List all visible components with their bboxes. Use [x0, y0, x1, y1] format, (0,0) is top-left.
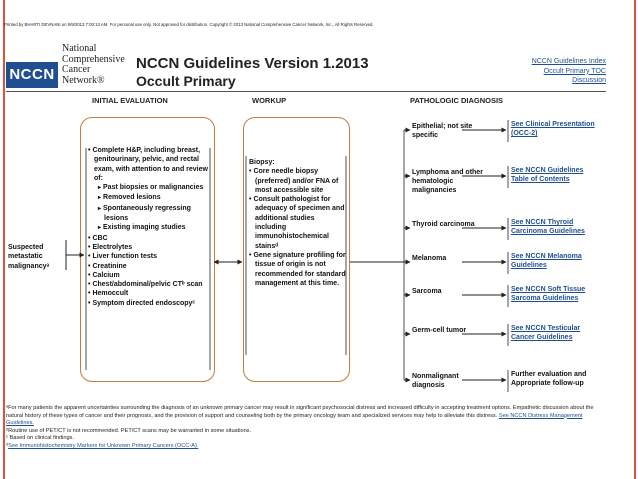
diagnosis-guideline-link[interactable]: See NCCN Melanoma Guidelines — [511, 253, 582, 269]
footnotes — [6, 405, 606, 451]
workup-heading-label: Biopsy: — [249, 159, 275, 166]
footnote-b: ᵇRoutine use of PET/CT is not recommended. PET/CT scans may be warranted in some situations. — [6, 427, 252, 434]
initial-evaluation-item: • Symptom directed endoscopyᶜ — [88, 299, 210, 308]
initial-evaluation-item: • Chest/abdominal/pelvic CTᵇ scan — [88, 280, 210, 289]
workup-item: • Consult pathologist for adequacy of specimen and additional studies including immunohistochemical stainsᵈ — [249, 195, 347, 251]
org-name-line: Comprehensive — [62, 53, 125, 65]
initial-evaluation-item: • Calcium — [88, 271, 210, 280]
org-name-line: Network® — [62, 74, 105, 86]
diagnosis-label: Lymphoma and other hematologic malignancies — [412, 169, 483, 194]
initial-evaluation-item: • Electrolytes — [88, 243, 210, 252]
footnote-c: ᶜ Based on clinical findings. — [6, 435, 74, 442]
presentation-line: metastatic — [8, 253, 43, 261]
footnote-a-text: ᵃFor many patients the apparent uncertainties surrounding the diagnosis of an unknown primary cancer may result in significant psychosocial distress and increased difficulty in accepting treatment options. Empathetic discussion about the natural history of these types of cancer and their prognosis, and the provision of support and counseling both by the primary oncology team and specialized services may help to alleviate this distress. — [6, 405, 594, 419]
initial-evaluation-item: • Hemoccult — [88, 289, 210, 298]
diagnosis-label: Melanoma — [412, 255, 447, 262]
presentation-line: Suspected — [8, 244, 44, 251]
diagnosis-label: Thyroid carcinoma — [412, 221, 475, 228]
diagnosis-label: Epithelial; not site specific — [412, 123, 473, 139]
print-notice: Printed by BHARTI DEVNANI on 9/9/2013 7:00:13 AM. For personal use only. Not approved for distribution. Copyright © 2013 National Comprehensive Cancer Network, Inc., All Rights Reserved. — [4, 22, 374, 27]
footnote-a — [6, 405, 606, 428]
workup-item: • Gene signature profiling for tissue of origin is not recommended for standard management at this time. — [249, 251, 347, 288]
pathologic-diagnosis-heading: PATHOLOGIC DIAGNOSIS — [410, 96, 504, 105]
discussion-link[interactable]: Discussion — [572, 77, 606, 84]
nccn-logo: NCCN — [6, 62, 58, 88]
distress-guidelines-link[interactable]: See NCCN Distress Management Guidelines. — [6, 412, 583, 427]
initial-evaluation-item: • Complete H&P, including breast, genitourinary, pelvic, and rectal exam, with attention to and review of: — [88, 146, 210, 183]
initial-evaluation-item: ▸ Existing imaging studies — [88, 223, 210, 233]
diagnosis-label: Germ-cell tumor — [412, 327, 467, 334]
initial-evaluation-item: ▸ Past biopsies or malignancies — [88, 183, 210, 193]
footnote-d-marker: ᵈ — [6, 442, 9, 449]
org-name-line: National — [62, 43, 97, 54]
diagnosis-label: Sarcoma — [412, 288, 442, 295]
diagnosis-guideline-link[interactable]: See NCCN Thyroid Carcinoma Guidelines — [511, 219, 585, 235]
initial-evaluation-item: • Creatinine — [88, 262, 210, 271]
guidelines-index-link[interactable]: NCCN Guidelines Index — [531, 58, 606, 65]
initial-evaluation-item: • Liver function tests — [88, 252, 210, 261]
guideline-subtitle: Occult Primary — [136, 73, 236, 89]
initial-evaluation-item: ▸ Removed lesions — [88, 193, 210, 203]
org-name-line: Cancer — [62, 64, 91, 75]
toc-link[interactable]: Occult Primary TOC — [543, 67, 606, 75]
footnote-d — [6, 443, 606, 451]
initial-evaluation-heading: INITIAL EVALUATION — [92, 96, 168, 105]
workup-heading: WORKUP — [252, 96, 287, 105]
ihc-markers-link[interactable]: See Immunohistochemistry Markers for Unknown Primary Cancers (OCC-A). — [8, 442, 199, 449]
diagnosis-followup-text: Further evaluation and Appropriate follow-up — [511, 371, 587, 387]
workup-item: • Core needle biopsy (preferred) and/or FNA of most accessible site — [249, 167, 347, 195]
presentation-line: malignancyᵃ — [8, 262, 50, 270]
diagnosis-label: Nonmalignant diagnosis — [412, 373, 459, 389]
diagnosis-guideline-link[interactable]: See NCCN Soft Tissue Sarcoma Guidelines — [511, 286, 586, 302]
diagnosis-guideline-link[interactable]: See Clinical Presentation (OCC-2) — [511, 121, 595, 137]
initial-evaluation-item: • CBC — [88, 234, 210, 243]
guideline-title: NCCN Guidelines Version 1.2013 — [136, 55, 369, 72]
diagnosis-guideline-link[interactable]: See NCCN Guidelines Table of Contents — [511, 167, 584, 183]
diagnosis-guideline-link[interactable]: See NCCN Testicular Cancer Guidelines — [511, 325, 581, 341]
initial-evaluation-item: ▸ Spontaneously regressing lesions — [88, 204, 210, 224]
